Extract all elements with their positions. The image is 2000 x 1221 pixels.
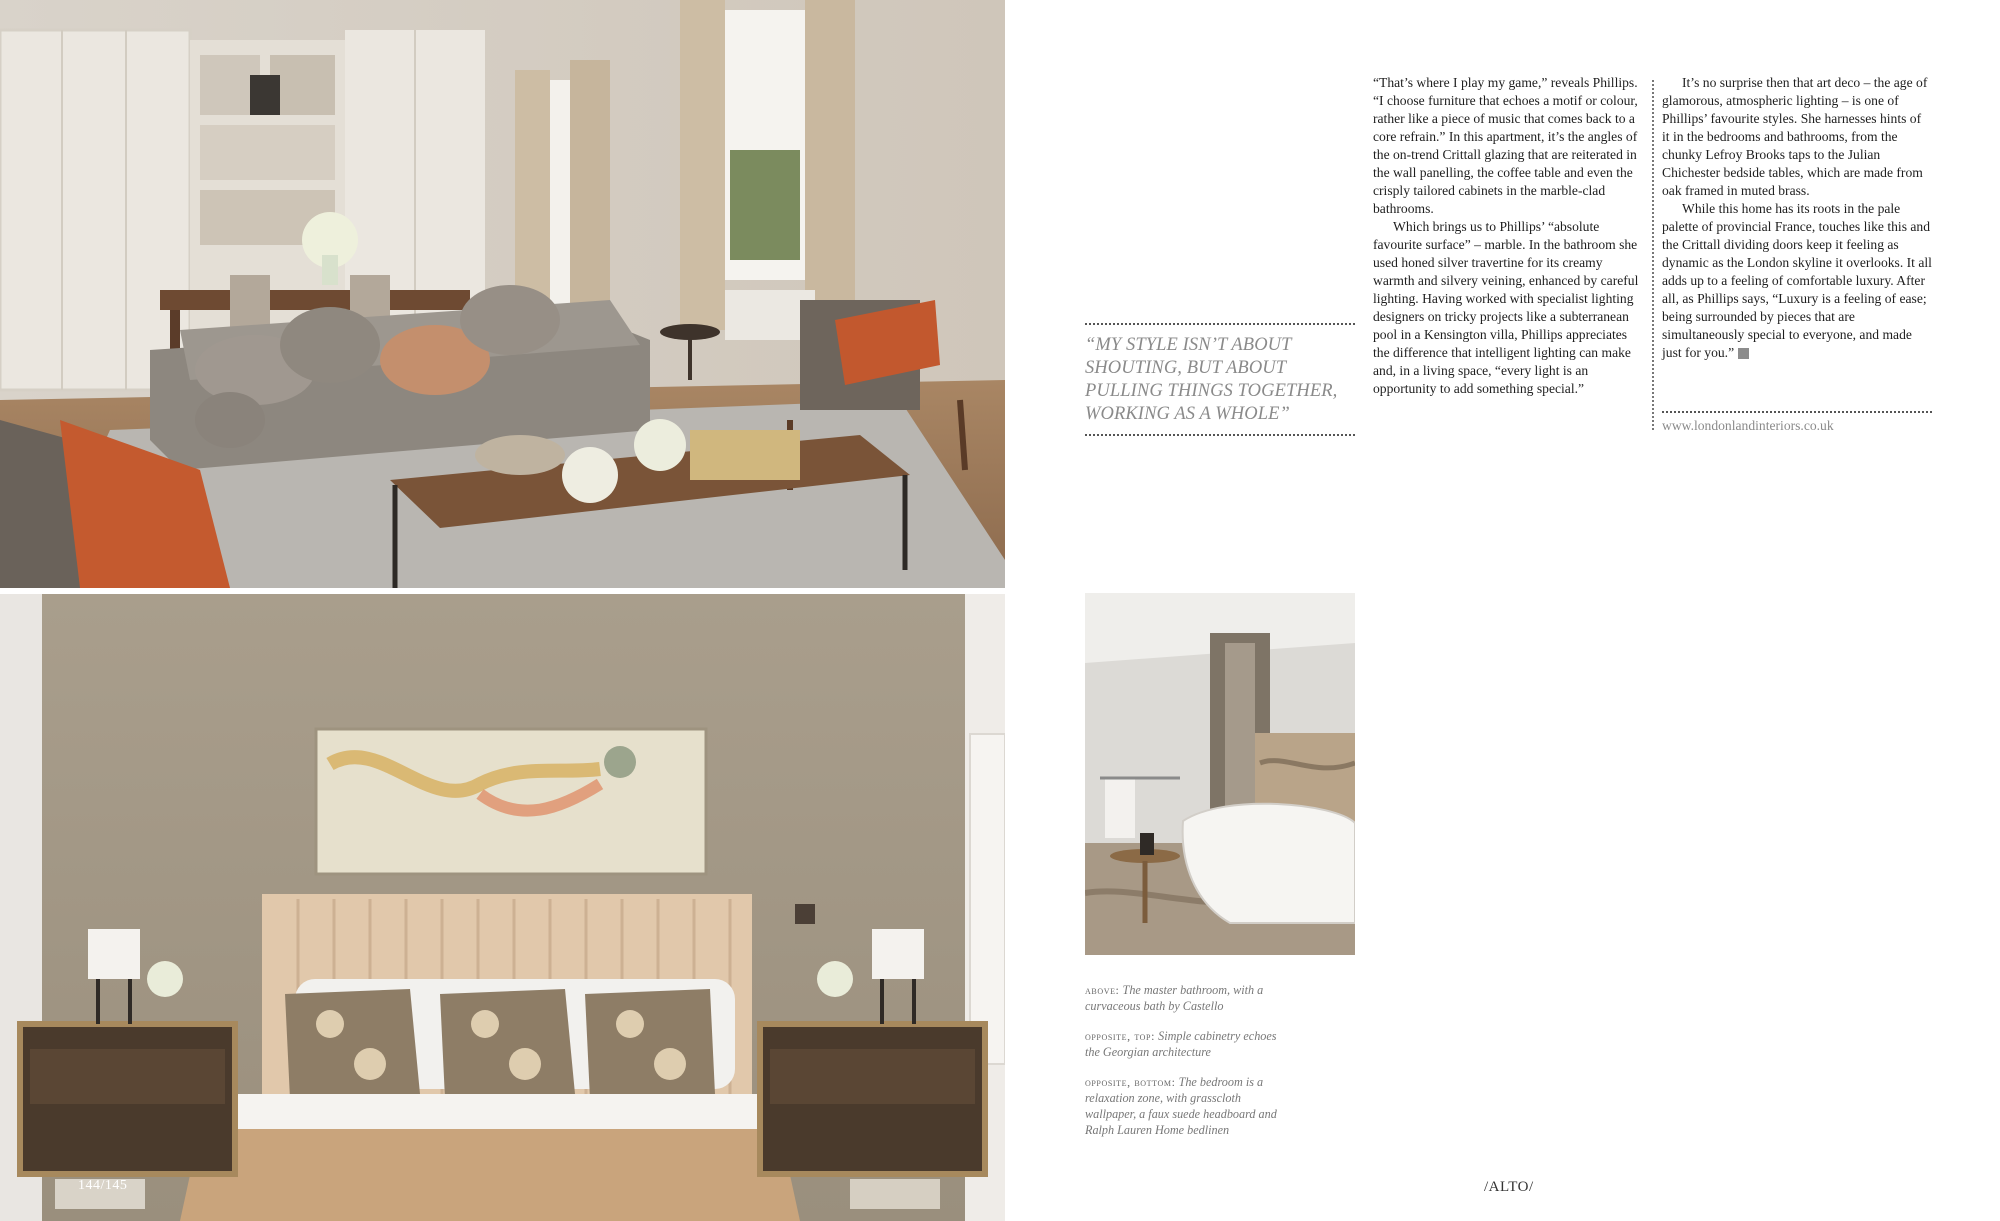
caption-label: above: [1085,983,1120,997]
column-divider [1652,80,1654,430]
living-room-photo [0,0,1005,588]
website-link[interactable]: www.londonlandinteriors.co.uk [1662,418,1834,433]
page-folio: 144/145 [78,1178,128,1193]
caption-block [1085,982,1285,1152]
body-paragraph: It’s no surprise then that art deco – the age of glamorous, atmospheric lighting – is one of Phillips’ favourite styles. She harnesses hints of it in the bedrooms and bathrooms, from the chunky Lefroy Brooks taps to the Julian Chichester bedside tables, which are made from oak framed in muted brass. [1662,75,1928,198]
caption-text: Simple cabinetry echoes the Georgian architecture [1085,1029,1277,1059]
caption-text: The master bathroom, with a curvaceous bath by Castello [1085,983,1264,1013]
body-column-1 [1373,74,1643,398]
bathroom-photo [1085,593,1355,955]
body-column-2 [1662,74,1932,362]
body-paragraph: Which brings us to Phillips’ “absolute favourite surface” – marble. In the bathroom she used honed silver travertine for its creamy warmth and silvery veining, enhanced by careful lighting. Having worked with specialist lighting designers on tricky projects like a subterranean pool in a Kensington villa, Phillips appreciates the difference that intelligent lighting can make and, in a living space, “every light is an opportunity to add something special.” [1373,219,1639,396]
website-divider [1662,411,1932,413]
body-paragraph: “That’s where I play my game,” reveals Phillips. “I choose furniture that echoes a motif or colour, rather like a piece of music that comes back to a core refrain.” In this apartment, it’s the angles of the on-trend Crittall glazing that are reiterated in the wall panelling, the coffee table and even the crisply tailored cabinets in the marble-clad bathrooms. [1373,75,1638,216]
magazine-masthead: /ALTO/ [1484,1179,1534,1195]
body-paragraph: While this home has its roots in the pale palette of provincial France, touches like this and the Crittall dividing doors keep it feeling as dynamic as the London skyline it overlooks. It all adds up to a feeling of comfortable luxury. After all, as Phillips says, “Luxury is a feeling of ease; being surrounded by pieces that are simultaneously special to everyone, and made just for you.” [1662,201,1932,360]
caption-label: opposite, top: [1085,1029,1156,1043]
end-mark-icon: A [1738,348,1749,359]
caption-text: The bedroom is a relaxation zone, with grasscloth wallpaper, a faux suede headboard and Ralph Lauren Home bedlinen [1085,1075,1277,1137]
caption-opposite-bottom [1085,1074,1285,1138]
bedroom-photo [0,594,1005,1221]
pull-quote: “MY STYLE ISN’T ABOUT SHOUTING, BUT ABOUT PULLING THINGS TOGETHER, WORKING AS A WHOLE” [1085,323,1355,436]
caption-opposite-top [1085,1028,1285,1060]
caption-label: opposite, bottom: [1085,1075,1176,1089]
caption-above [1085,982,1285,1014]
